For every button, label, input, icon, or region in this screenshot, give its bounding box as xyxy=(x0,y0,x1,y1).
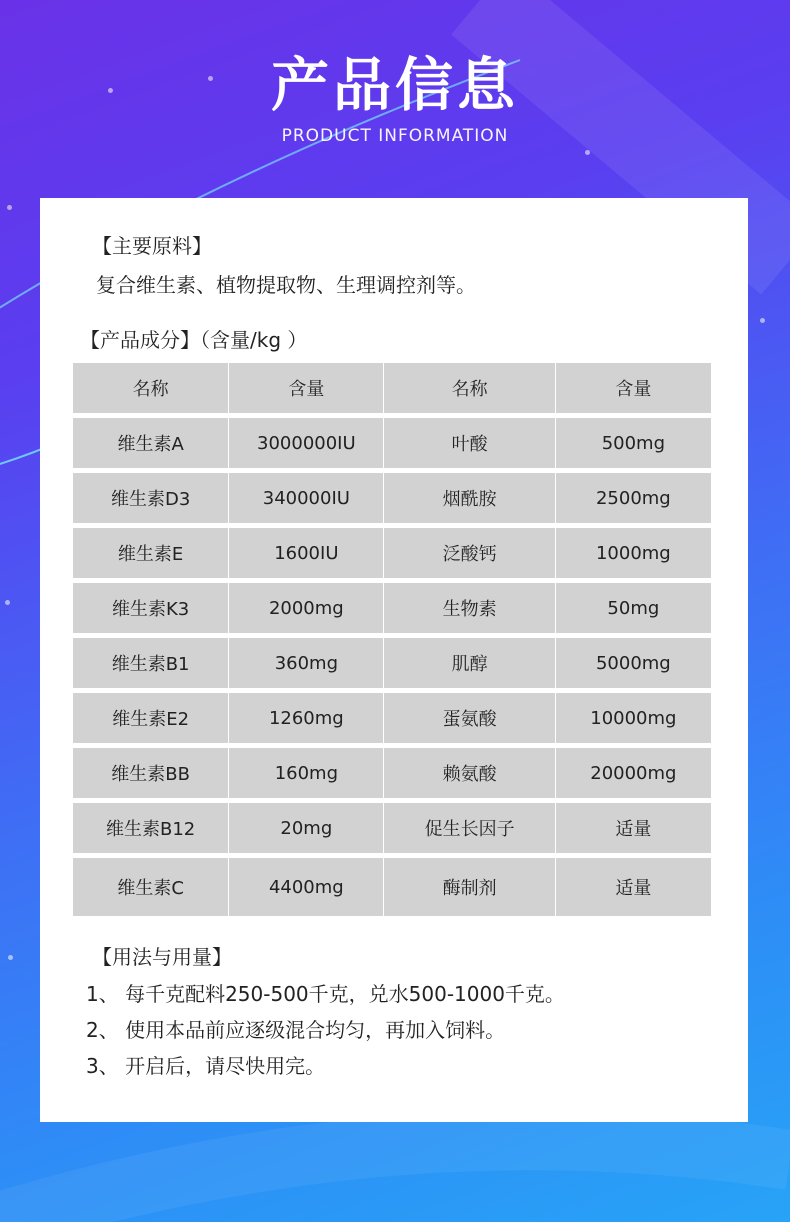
ingredient-amount: 1000mg xyxy=(556,528,711,583)
table-row xyxy=(73,418,711,473)
info-card xyxy=(40,198,748,1122)
ingredient-amount: 360mg xyxy=(229,638,384,693)
decor-dot xyxy=(8,955,13,960)
decor-dot xyxy=(7,205,12,210)
table-row xyxy=(73,693,711,748)
ingredient-name: 肌醇 xyxy=(384,638,555,693)
table-row xyxy=(73,748,711,803)
ingredient-name: 促生长因子 xyxy=(384,803,555,858)
ingredient-amount: 3000000IU xyxy=(229,418,384,473)
decor-dot xyxy=(760,318,765,323)
composition-table xyxy=(73,363,711,916)
ingredient-amount: 1600IU xyxy=(229,528,384,583)
ingredient-amount: 20mg xyxy=(229,803,384,858)
ingredient-amount: 50mg xyxy=(556,583,711,638)
ingredient-amount: 20000mg xyxy=(556,748,711,803)
ingredient-amount: 500mg xyxy=(556,418,711,473)
ingredient-name: 维生素BB xyxy=(73,748,229,803)
table-header-row xyxy=(73,363,711,418)
page-title: 产品信息 xyxy=(270,51,519,119)
ingredient-amount: 适量 xyxy=(556,858,711,916)
decor-dot xyxy=(5,600,10,605)
ingredient-name: 维生素D3 xyxy=(73,473,229,528)
ingredient-amount: 适量 xyxy=(556,803,711,858)
table-row xyxy=(73,858,711,916)
ingredient-amount: 340000IU xyxy=(229,473,384,528)
table-row xyxy=(73,803,711,858)
ingredient-amount: 10000mg xyxy=(556,693,711,748)
usage-item: 1、 每千克配料250-500千克，兑水500-1000千克。 xyxy=(86,982,565,1006)
main-ingredients-text: 复合维生素、植物提取物、生理调控剂等。 xyxy=(96,273,476,297)
ingredient-amount: 5000mg xyxy=(556,638,711,693)
table-row xyxy=(73,638,711,693)
ingredient-name: 泛酸钙 xyxy=(384,528,555,583)
usage-heading: 【用法与用量】 xyxy=(92,945,232,969)
usage-item: 3、 开启后，请尽快用完。 xyxy=(86,1054,326,1078)
main-ingredients-heading: 【主要原料】 xyxy=(92,234,212,258)
ingredient-amount: 1260mg xyxy=(229,693,384,748)
ingredient-name: 烟酰胺 xyxy=(384,473,555,528)
usage-item: 2、 使用本品前应逐级混合均匀，再加入饲料。 xyxy=(86,1018,506,1042)
decor-dot xyxy=(585,150,590,155)
ingredient-name: 维生素A xyxy=(73,418,229,473)
table-row xyxy=(73,473,711,528)
composition-heading: 【产品成分】（含量/kg ） xyxy=(80,328,308,352)
ingredient-name: 蛋氨酸 xyxy=(384,693,555,748)
ingredient-name: 赖氨酸 xyxy=(384,748,555,803)
ingredient-name: 维生素C xyxy=(73,858,229,916)
column-header: 名称 xyxy=(73,363,229,418)
ingredient-name: 维生素B1 xyxy=(73,638,229,693)
ingredient-name: 维生素B12 xyxy=(73,803,229,858)
column-header: 含量 xyxy=(229,363,384,418)
table-row xyxy=(73,528,711,583)
ingredient-amount: 160mg xyxy=(229,748,384,803)
ingredient-amount: 4400mg xyxy=(229,858,384,916)
ingredient-name: 叶酸 xyxy=(384,418,555,473)
column-header: 名称 xyxy=(384,363,555,418)
ingredient-amount: 2500mg xyxy=(556,473,711,528)
ingredient-name: 维生素E xyxy=(73,528,229,583)
table-row xyxy=(73,583,711,638)
ingredient-name: 维生素K3 xyxy=(73,583,229,638)
ingredient-name: 生物素 xyxy=(384,583,555,638)
ingredient-name: 维生素E2 xyxy=(73,693,229,748)
column-header: 含量 xyxy=(556,363,711,418)
page-subtitle: PRODUCT INFORMATION xyxy=(281,126,509,146)
ingredient-amount: 2000mg xyxy=(229,583,384,638)
ingredient-name: 酶制剂 xyxy=(384,858,555,916)
